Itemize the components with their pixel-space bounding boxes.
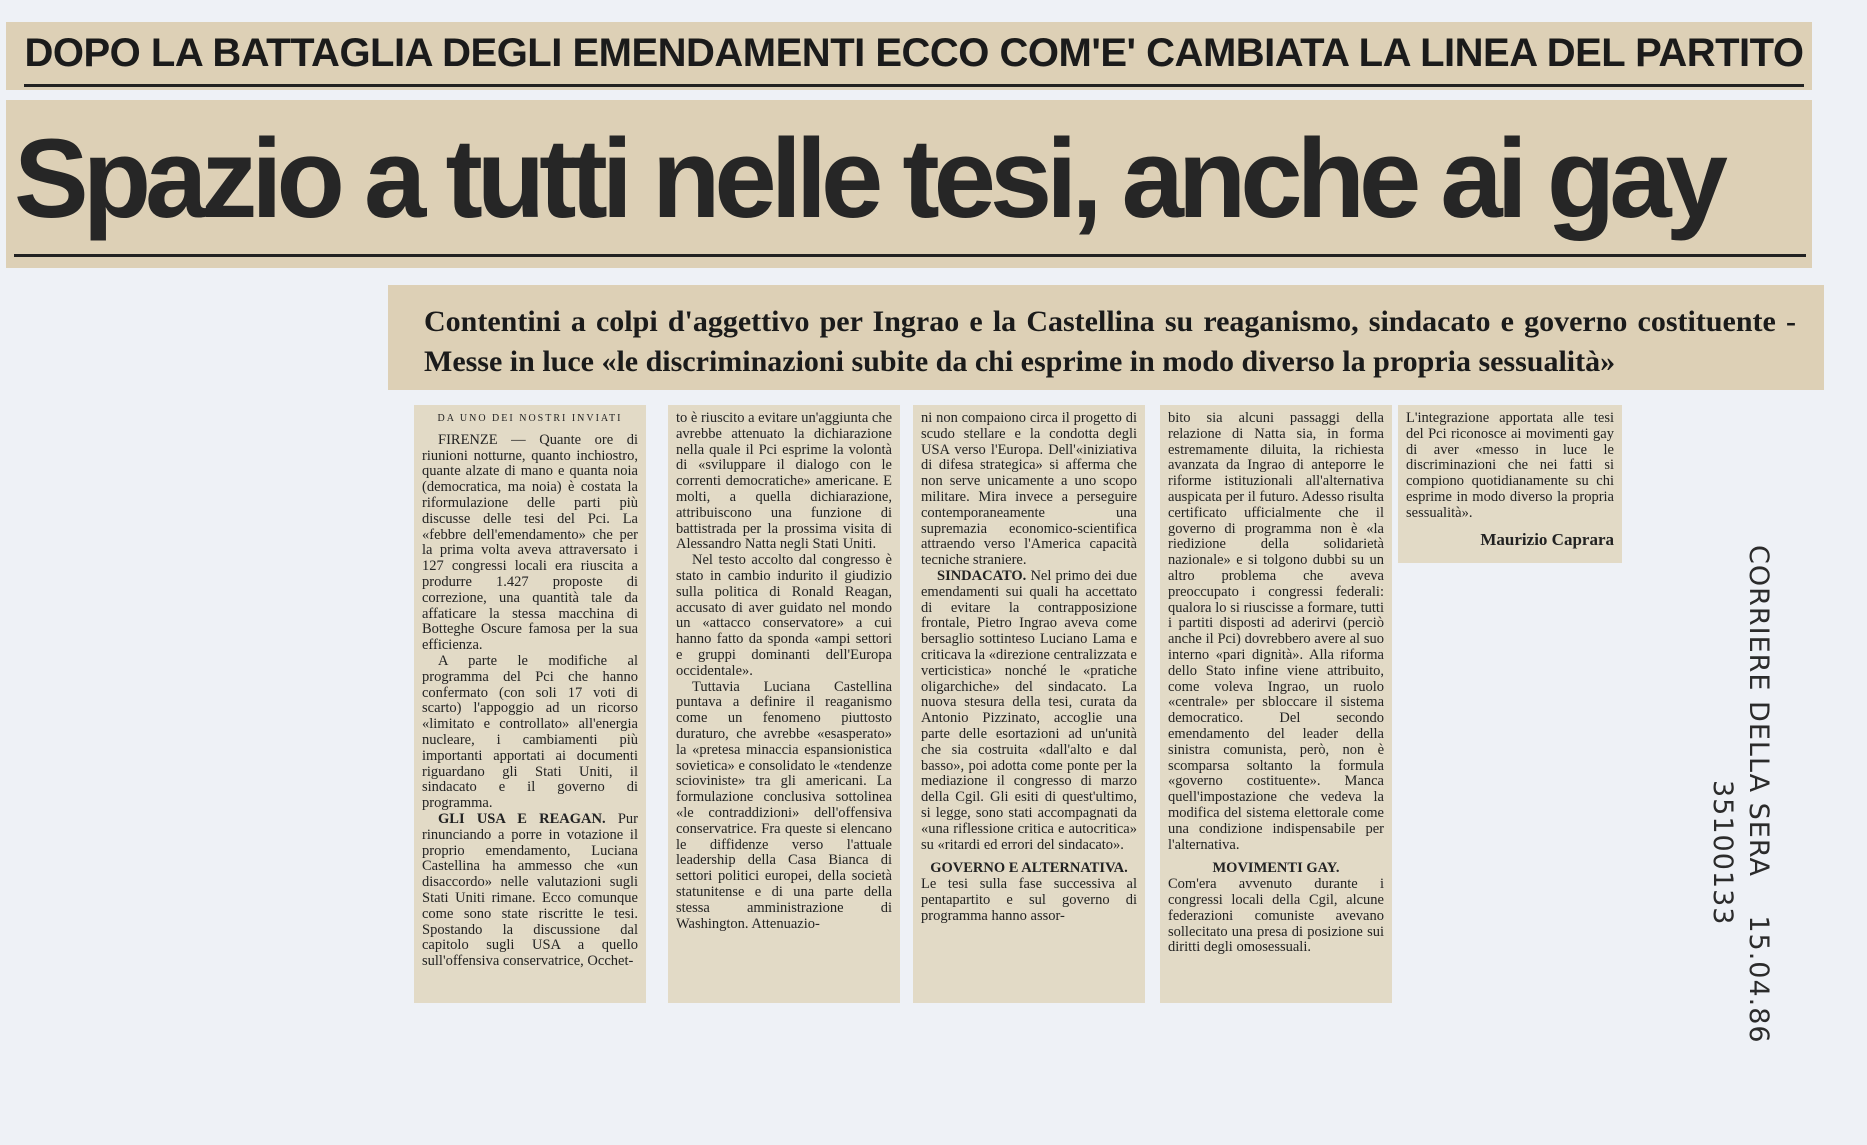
article-column-4 — [1160, 405, 1392, 1003]
archive-annotation — [1741, 545, 1775, 1044]
paragraph: to è riuscito a evitare un'aggiunta che avrebbe attenuato la dichiarazione nella quale il Pci esprime la volontà di «sviluppare il dialogo con le correnti democratiche» americane. E molti, a quella dichiarazione, attribuiscono una funzione di battistrada per la prossima visita di Alessandro Natta negli Stati Uniti. — [676, 410, 892, 553]
byline: DA UNO DEI NOSTRI INVIATI — [437, 413, 623, 424]
archive-date: 15.04.86 — [1743, 915, 1774, 1044]
paragraph: ni non compaiono circa il progetto di scudo stellare e la condotta degli USA verso l'Europa. Dell'«iniziativa di difesa strategica» si afferma che non serve unicamente a uno scopo militare. Mira invece a perseguire contemporaneamente una supremazia economico-scientifica attraendo verso l'America capacità tecniche straniere. — [921, 410, 1137, 569]
paragraph-text: Le tesi sulla fase successiva al pentapartito e sul governo di programma hanno assor- — [921, 876, 1137, 924]
dateline: FIRENZE — — [438, 431, 526, 448]
article-column-5 — [1398, 405, 1622, 563]
paragraph: A parte le modifiche al programma del Pci che hanno confermato (con soli 17 voti di scarto) l'appoggio ad un ricorso «limitato e controllato» all'energia nucleare, i cambiamenti più importanti apportati ai documenti riguardano gli Stati Uniti, il sindacato e il governo di programma. — [422, 652, 638, 812]
article-kicker: DOPO LA BATTAGLIA DEGLI EMENDAMENTI ECCO COM'E' CAMBIATA LA LINEA DEL PARTITO — [24, 22, 1804, 87]
article-column-3 — [913, 405, 1145, 1003]
paragraph: bito sia alcuni passaggi della relazione di Natta sia, in forma estremamente diluita, la richiesta avanzata da Ingrao di anteporre le riforme istituzionali all'alternativa auspicata per il futuro. Adesso risulta certificato ufficialmente che il governo di programma non è «la riedizione della solidarietà nazionale» e si tolgono dubbi su un altro problema che aveva preoccupato i congressi federali: qualora lo si riuscisse a formare, tutti i partiti disposti ad aderirvi (perciò anche il Pci) dovrebbero avere al suo interno «pari dignità». Alla riforma dello Stato infine viene attribuito, come voleva Ingrao, un ruolo «centrale» per sbloccare il sistema democratico. Del secondo emendamento del leader della sinistra comunista, però, non è scomparsa soltanto la formula «governo costituente». Manca quell'impostazione che vedeva la modifica del sistema elettorale come una condizione indispensabile per l'alternativa. — [1168, 410, 1384, 853]
paragraph — [422, 812, 638, 970]
section-heading-governo: GOVERNO E ALTERNATIVA. — [930, 860, 1128, 877]
article-column-1 — [414, 405, 646, 1003]
paragraph-text: Nel primo dei due emendamenti sui quali ha accettato di evitare la contrapposizione frontale, Pietro Ingrao aveva come bersaglio sottinteso Luciano Lama e criticava la «direzione centralizzata e verticistica» nonché le «pratiche oligarchiche» del sindacato. La nuova stesura della tesi, curata da Antonio Pizzinato, accoglie una parte delle esortazioni ad un'unità che sia costruita «dall'alto e dal basso», poi adotta come ponte per la mediazione il congresso di marzo della Cgil. Gli esiti di quest'ultimo, si legge, sono stati accompagnati da «una riflessione critica e autocritica» su «ritardi ed errori del sindacato». — [921, 567, 1137, 853]
paragraph: L'integrazione apportata alle tesi del Pci riconosce ai movimenti gay di aver «messo in luce le discriminazioni che nei fatti si compiono quotidianamente su chi esprime in modo diverso la propria sessualità». — [1406, 410, 1614, 521]
paragraph — [422, 433, 638, 654]
paragraph — [1168, 861, 1384, 956]
paragraph: Nel testo accolto dal congresso è stato in cambio indurito il giudizio sulla politica di Ronald Reagan, accusato di aver guidato nel mondo un «attacco conservatore» a cui hanno fatto da sponda «ampi settori e gruppi dominanti dell'Europa occidentale». — [676, 552, 892, 679]
section-heading-sindacato: SINDACATO. — [937, 567, 1027, 584]
paragraph-text: Quante ore di riunioni notturne, quanto inchiostro, quante alzate di mano e quanta noia (democratica, ma noia) è costata la riformulazione delle parti più discusse delle tesi del Pci. La «febbre dell'emendamento» che per la prima volta aveva attraversato i 127 congressi locali era riuscita a produrre 1.427 proposte di correzione, una quantità tale da affaticare la stessa macchina di Botteghe Oscure famosa per la sua efficienza. — [422, 431, 639, 654]
paragraph-text: Pur rinunciando a porre in votazione il proprio emendamento, Luciana Castellina ha ammesso che «un disaccordo» nelle valutazioni sugli Stati Uniti rimane. Ecco comunque come sono state riscritte le tesi. Spostando la discussione dal capitolo sugli USA a quello sull'offensiva conservatrice, Occhet- — [422, 810, 639, 970]
paragraph — [921, 861, 1137, 924]
archive-source: CORRIERE DELLA SERA — [1743, 545, 1774, 877]
article-column-2 — [668, 405, 900, 1003]
archive-code: 35100133 — [1707, 780, 1738, 926]
paragraph: Tuttavia Luciana Castellina puntava a definire il reaganismo come un fenomeno piuttosto duraturo, che avrebbe «esasperato» la «pretesa minaccia espansionistica sovietica» e consolidato le «tendenze scioviniste» tra gli americani. La formulazione conclusiva sottolinea «le contraddizioni» dell'offensiva conservatrice. Fra queste si elencano le diffidenze verso l'attuale leadership della Casa Bianca di settori politici europei, della società statunitense e di una parte della stessa amministrazione di Washington. Attenuazio- — [676, 678, 892, 932]
article-subhead: Contentini a colpi d'aggettivo per Ingrao e la Castellina su reaganismo, sindacato e governo costituente - Messe in luce «le discriminazioni subite da chi esprime in modo diverso la propria sessualità» — [424, 305, 1796, 378]
paragraph — [921, 569, 1137, 853]
author-signature: Maurizio Caprara — [1480, 529, 1614, 549]
section-heading-movimenti-gay: MOVIMENTI GAY. — [1212, 860, 1340, 877]
article-headline: Spazio a tutti nelle tesi, anche ai gay — [14, 104, 1806, 257]
paragraph-text: Com'era avvenuto durante i congressi locali della Cgil, alcune federazioni comuniste avevano sollecitato una presa di posizione sui diritti degli omosessuali. — [1168, 876, 1384, 956]
section-heading-usa: GLI USA E REAGAN. — [438, 810, 606, 827]
